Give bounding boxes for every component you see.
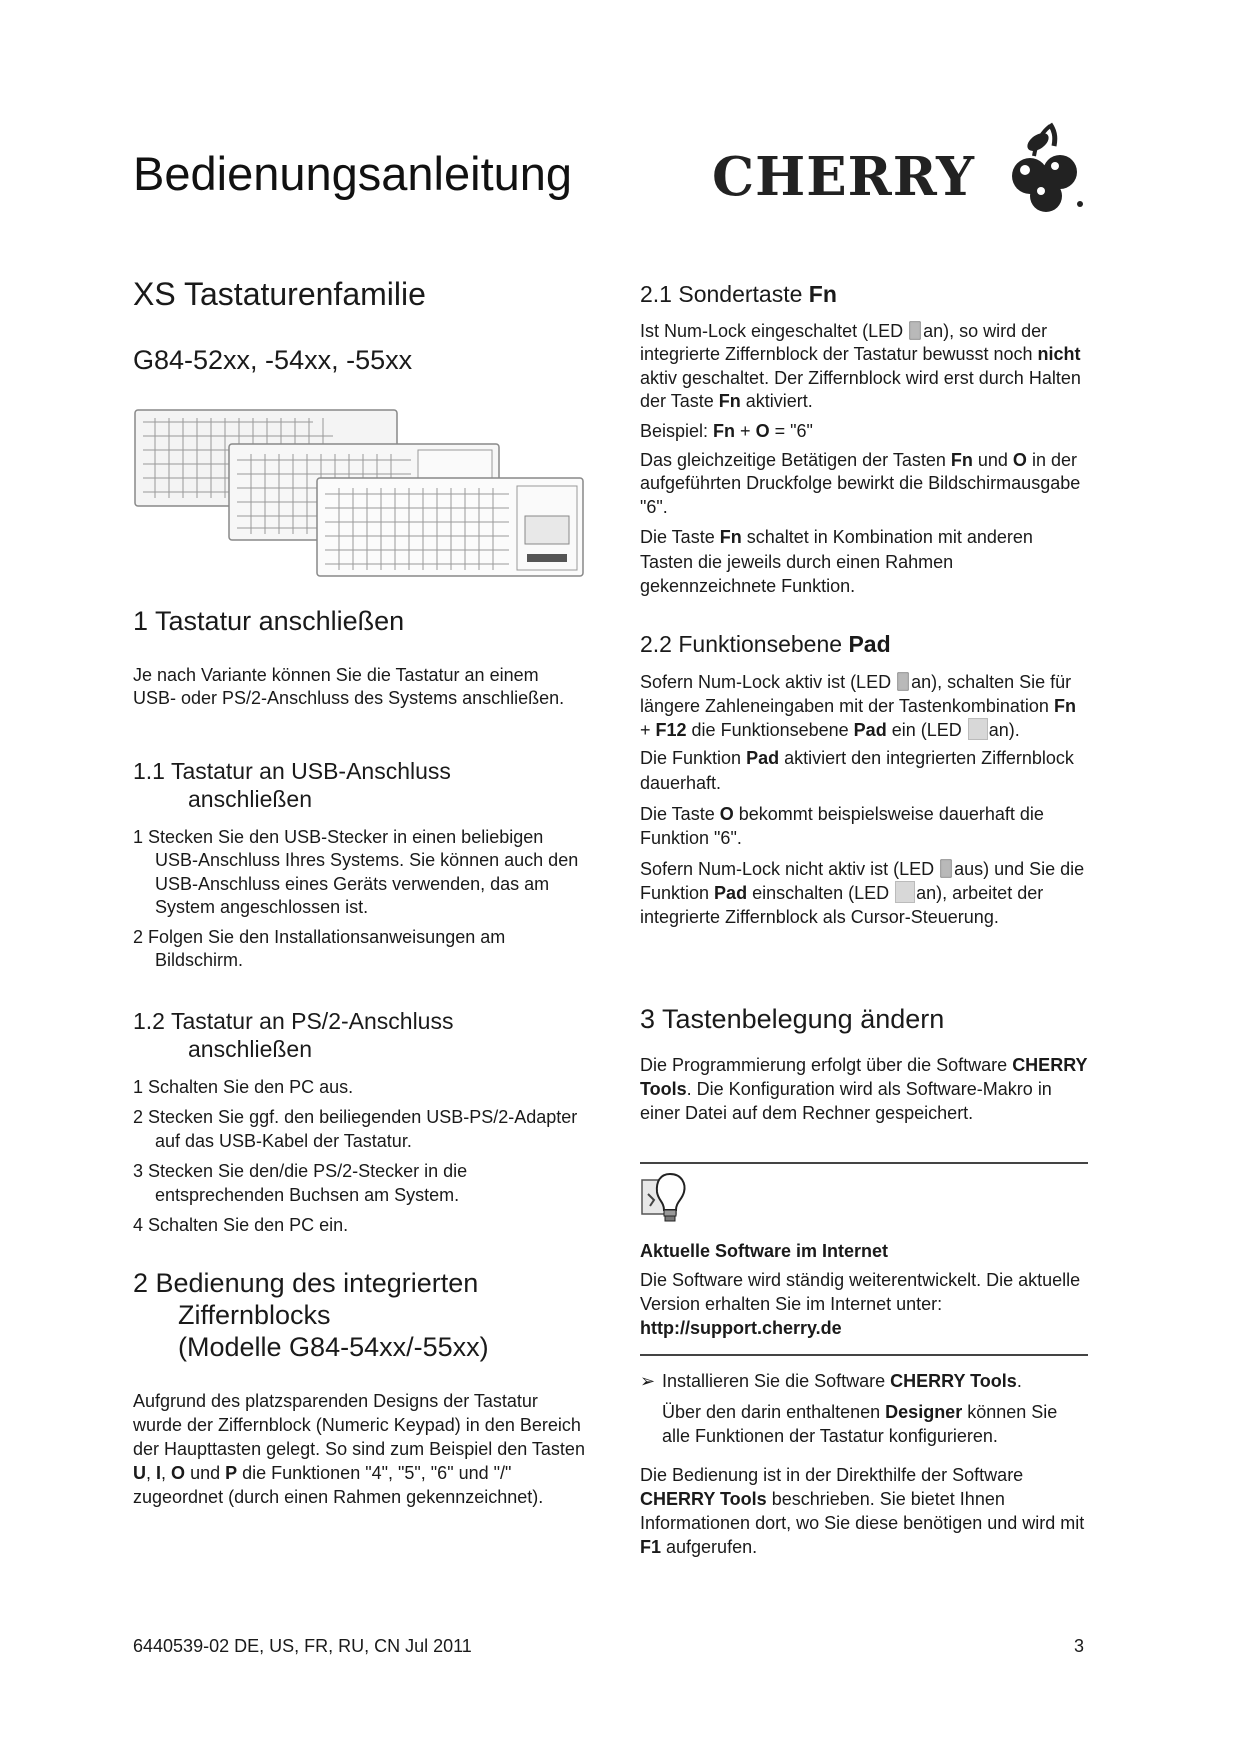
cherry-logo bbox=[712, 120, 1092, 220]
section-3-text: Die Programmierung erfolgt über die Software CHERRY Tools. Die Konfiguration wird als Software-Makro in einer Datei auf dem Rechner gespeichert. bbox=[640, 1055, 1088, 1123]
support-link[interactable]: http://support.cherry.de bbox=[640, 1317, 842, 1338]
pad-led-icon bbox=[968, 718, 988, 740]
section-3-title: 3 Tastenbelegung ändern bbox=[640, 1004, 945, 1034]
section-2-1-title: 2.1 Sondertaste Fn bbox=[640, 281, 837, 307]
section-2-1-body bbox=[640, 320, 1090, 599]
install-step bbox=[640, 1370, 1090, 1448]
pad-led-icon bbox=[895, 881, 915, 903]
page-number: 3 bbox=[1074, 1636, 1085, 1656]
section-2-text: Aufgrund des platzsparenden Designs der Tastatur wurde der Ziffernblock (Numeric Keypad) in den Bereich der Haupttasten gelegt. So sind zum Beispiel den Tasten U, I, O und P die Funktionen "4", "5", "6" und "/" zugeordnet (durch einen Rahmen gekennzeichnet). bbox=[133, 1391, 585, 1507]
cherry-fruit-icon bbox=[1010, 120, 1090, 216]
divider bbox=[640, 1162, 1088, 1164]
list-item: 1 Stecken Sie den USB-Stecker in einen beliebigen USB-Anschluss Ihres Systems. Sie können auch den USB-Anschluss eines Geräts verwenden, das am System angeschlossen ist. bbox=[133, 827, 579, 918]
tip-text: Die Software wird ständig weiterentwickelt. Die aktuelle Version erhalten Sie im Internet unter: bbox=[640, 1270, 1081, 1315]
section-1-text: Je nach Variante können Sie die Tastatur an einem USB- oder PS/2-Anschluss des Systems anschließen. bbox=[133, 665, 565, 709]
list-item: 2 Stecken Sie ggf. den beiliegenden USB-PS/2-Adapter auf das USB-Kabel der Tastatur. bbox=[133, 1107, 578, 1151]
paragraph: Die Taste O bekommt beispielsweise dauerhaft die Funktion "6". bbox=[640, 804, 1044, 848]
document-title: Bedienungsanleitung bbox=[133, 147, 573, 200]
paragraph: Sofern Num-Lock aktiv ist (LED an), schalten Sie für längere Zahleneingaben mit der Tastenkombination Fn + F12 die Funktionsebene Pad ein (LED an). bbox=[640, 672, 1076, 741]
paragraph: Beispiel: Fn + O = "6" bbox=[640, 420, 813, 441]
bullet-subtext: Über den darin enthaltenen Designer können Sie alle Funktionen der Tastatur konfigurieren. bbox=[662, 1402, 1058, 1446]
arrow-bullet-icon: ➢ bbox=[640, 1371, 656, 1391]
product-title: XS Tastaturenfamilie bbox=[133, 276, 426, 312]
logo-wordmark: CHERRY bbox=[712, 146, 975, 208]
led-on-icon bbox=[909, 321, 921, 340]
divider bbox=[640, 1354, 1088, 1356]
lightbulb-icon bbox=[640, 1170, 688, 1232]
paragraph: Ist Num-Lock eingeschaltet (LED an), so wird der integrierte Ziffernblock der Tastatur bewusst noch nicht aktiv geschaltet. Der Ziffernblock wird erst durch Halten der Taste Fn aktiviert. bbox=[640, 321, 1081, 412]
list-item: 4 Schalten Sie den PC ein. bbox=[133, 1214, 349, 1235]
help-text: Die Bedienung ist in der Direkthilfe der Software CHERRY Tools beschrieben. Sie bietet Ihnen Informationen dort, wo Sie diese benötigen und wird mit F1 aufgerufen. bbox=[640, 1465, 1085, 1557]
section-1-2-title: 1.2 Tastatur an PS/2-Anschluss anschließen bbox=[133, 1008, 454, 1063]
keyboard-family-illustration bbox=[133, 408, 585, 580]
paragraph: Die Taste Fn schaltet in Kombination mit anderen Tasten die jeweils durch einen Rahmen gekennzeichnete Funktion. bbox=[640, 527, 1033, 597]
section-2-2-title: 2.2 Funktionsebene Pad bbox=[640, 631, 891, 657]
paragraph: Die Funktion Pad aktiviert den integrierten Ziffernblock dauerhaft. bbox=[640, 748, 1074, 793]
list-item: 1 Schalten Sie den PC aus. bbox=[133, 1077, 354, 1097]
paragraph: Sofern Num-Lock nicht aktiv ist (LED aus) und Sie die Funktion Pad einschalten (LED an), arbeitet der integrierte Ziffernblock als Cursor-Steuerung. bbox=[640, 859, 1085, 927]
section-1-1-title: 1.1 Tastatur an USB-Anschluss anschließen bbox=[133, 758, 451, 813]
document-id: 6440539-02 DE, US, FR, RU, CN Jul 2011 bbox=[133, 1636, 472, 1656]
tip-title: Aktuelle Software im Internet bbox=[640, 1241, 889, 1261]
list-item: 2 Folgen Sie den Installationsanweisungen am Bildschirm. bbox=[133, 926, 506, 970]
section-2-title: 2 Bedienung des integrierten Ziffernblocks (Modelle G84-54xx/-55xx) bbox=[133, 1268, 489, 1362]
section-1-1-list bbox=[133, 826, 585, 972]
section-1-2-list bbox=[133, 1076, 585, 1237]
paragraph: Das gleichzeitige Betätigen der Tasten Fn und O in der aufgeführten Druckfolge bewirkt die Bildschirmausgabe "6". bbox=[640, 449, 1081, 517]
model-line: G84-52xx, -54xx, -55xx bbox=[133, 345, 413, 375]
list-item: 3 Stecken Sie den/die PS/2-Stecker in die entsprechenden Buchsen am System. bbox=[133, 1161, 468, 1205]
led-off-icon bbox=[940, 859, 952, 878]
section-1-title: 1 Tastatur anschließen bbox=[133, 606, 405, 636]
section-2-2-body bbox=[640, 670, 1090, 929]
tip-box bbox=[640, 1240, 1090, 1340]
led-on-icon bbox=[897, 672, 909, 691]
bullet-item: ➢ Installieren Sie die Software CHERRY Tools. bbox=[640, 1370, 1090, 1393]
